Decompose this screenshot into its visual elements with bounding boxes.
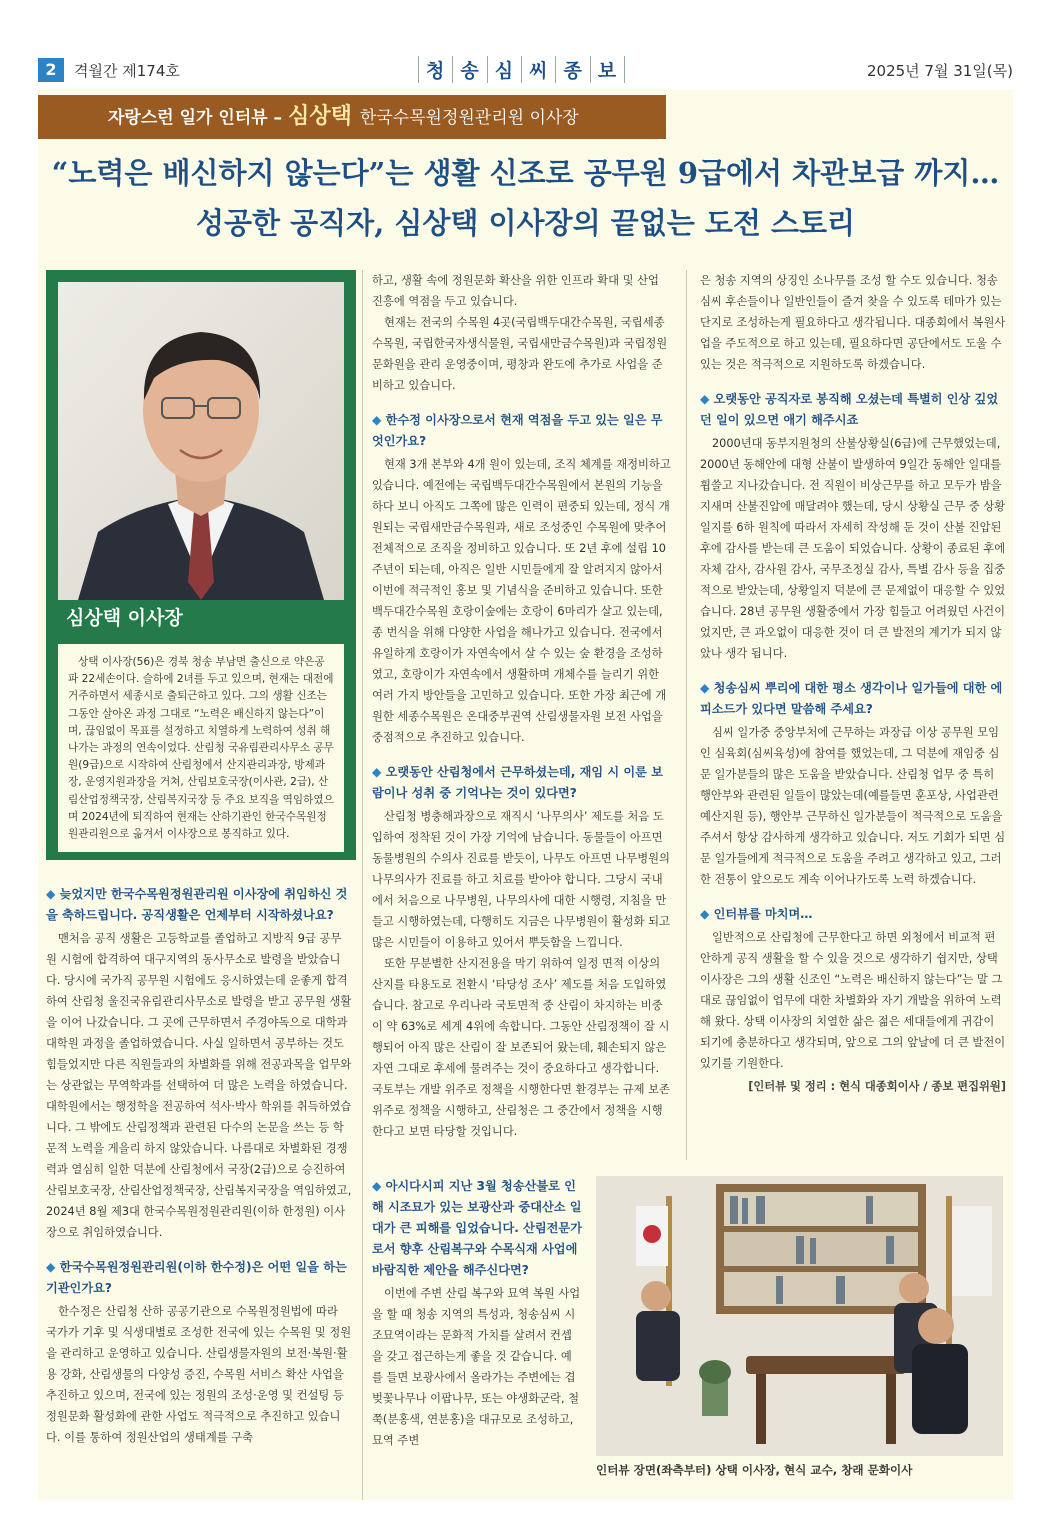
diamond-icon: ◆ xyxy=(700,681,714,695)
section-banner xyxy=(38,95,666,139)
portrait-photo xyxy=(58,282,344,600)
column-divider xyxy=(686,270,687,1160)
question-heading: 인터뷰를 마치며… xyxy=(713,907,813,921)
diamond-icon: ◆ xyxy=(46,1260,60,1274)
masthead-char: 청 xyxy=(418,56,453,83)
article-column-3 xyxy=(700,270,1006,1097)
diamond-icon: ◆ xyxy=(372,1179,386,1193)
answer-paragraph: 또한 무분별한 산지전용을 막기 위하여 일정 면적 이상의 산지를 타용도로 전환시 ‘타당성 조사’ 제도를 처음 도입하였습니다. 참고로 우리나라 국토면적 중 산림이 차지하는 비중이 약 63%로 세계 4위에 속합니다. 그동안 산림정책이 잘 시행되어 아직 많은 산림이 잘 보존되어 왔는데, 훼손되지 않은 자연 그대로 후세에 물려주는 것이 중요하다고 생각합니다. 국토부는 개발 위주로 정책을 시행한다면 환경부는 규제 보존 위주로 정책을 시행하고, 산림청은 그 중간에서 정책을 시행한다고 보면 타당할 것입니다. xyxy=(372,957,670,1138)
question-heading: 오랫동안 산림청에서 근무하셨는데, 재임 시 이룬 보람이나 성취 중 기억나는 것이 있다면? xyxy=(372,765,663,800)
interview-credit: [인터뷰 및 정리 : 현식 대종회이사 / 종보 편집위원] xyxy=(748,1080,1006,1093)
diamond-icon: ◆ xyxy=(46,887,60,901)
profile-name: 심상택 이사장 xyxy=(66,607,183,629)
photo-caption: 인터뷰 장면(좌측부터) 상택 이사장, 현식 교수, 창래 문화이사 xyxy=(596,1463,913,1477)
diamond-icon: ◆ xyxy=(700,907,714,921)
answer-paragraph: 이번에 주변 산림 복구와 묘역 복원 사업을 할 때 청송 지역의 특성과, 청송심씨 시조묘역이라는 문화적 가치를 살려서 컨셉을 갖고 접근하는게 좋을 것 같습니다. 예를 들면 보광사에서 올라가는 주변에는 겹벚꽃나무나 이팝나무, 또는 야생화군락, 철쭉(분홍색, 연분홍)을 대규모로 조성하고, 묘역 주변 xyxy=(372,1287,581,1447)
answer-paragraph: 일반적으로 산림청에 근무한다고 하면 외청에서 비교적 편안하게 공직 생활을 할 수 있을 것으로 생각하기 쉽지만, 상택 이사장은 그의 생활 신조인 “노력은 배신하지 않는다”는 말 그대로 끊임없이 업무에 대한 차별화와 자기 개발을 위하여 노력해 왔다. 상택 이사장의 치열한 삶은 젊은 세대들에게 귀감이 되기에 충분하다고 생각되며, 앞으로 그의 앞날에 더 큰 발전이 있기를 기원한다. xyxy=(700,931,1006,1070)
question-heading: 늦었지만 한국수목원정원관리원 이사장에 취임하신 것을 축하드립니다. 공직생활은 언제부터 시작하셨나요? xyxy=(46,887,348,922)
masthead-char: 종 xyxy=(556,56,590,83)
question-heading: 한수정 이사장으로서 현재 역점을 두고 있는 일은 무엇인가요? xyxy=(372,413,663,448)
page-number: 2 xyxy=(38,58,64,82)
masthead-char: 심 xyxy=(488,56,522,83)
answer-paragraph: 심씨 일가중 중앙부처에 근무하는 과장급 이상 공무원 모임인 심육회(심씨육성)에 참여를 했었는데, 그 덕분에 재임중 심문 일가분들의 많은 도움을 받았습니다. 산림청 업무 중 특히 행안부와 관련된 일들이 많았는데(예를들면 훈포상, 사업관련 예산지원 등), 행안부 근무하신 일가분들이 적극적으로 도움을 주셔서 항상 감사하게 생각하고 있습니다. 저도 기회가 되면 심문 일가들에게 적극적으로 도움을 주려고 생각하고 있고, 그러한 전통이 앞으로도 계속 이어나가도록 노력 하겠습니다. xyxy=(700,726,1006,886)
masthead xyxy=(418,56,625,83)
column-divider xyxy=(362,270,363,1500)
diamond-icon: ◆ xyxy=(700,392,714,406)
page-header xyxy=(38,54,1013,84)
headline xyxy=(38,142,1013,248)
answer-paragraph: 현재는 전국의 수목원 4곳(국립백두대간수목원, 국립세종수목원, 국립한국자생식물원, 국립새만금수목원)과 국립정원문화원을 관리 운영중이며, 평창과 완도에 추가로 사업을 준비하고 있습니다. xyxy=(372,316,668,392)
issue-number: 격월간 제174호 xyxy=(74,62,180,80)
article-column-2 xyxy=(372,270,672,1142)
answer-paragraph: 맨처음 공직 생활은 고등학교를 졸업하고 지방직 9급 공무원 시험에 합격하여 대구지역의 동사무소로 발령을 받았습니다. 당시에 국가직 공무원 시험에도 응시하였는데 운좋게 합격하여 산림청 울진국유림관리사무소로 발령을 받고 공무원 생활을 이어 나갔습니다. 그 곳에 근무하면서 주경야독으로 대학과 대학원 과정을 졸업하였습니다. 사실 일하면서 공부하는 것도 힘들었지만 다른 직원들과의 차별화를 위해 전공과목을 업무와는 상관없는 무역학과를 선택하여 더 많은 노력을 하였습니다. 대학원에서는 행정학을 전공하여 석사·박사 학위를 취득하였습니다. 그 밖에도 산림정책과 관련된 다수의 논문을 쓰는 등 학문적 노력을 게을리 하지 않았습니다. 나름대로 차별화된 경쟁력과 열심히 일한 덕분에 산림청에서 국장(2급)으로 승진하여 산림보호국장, 산림산업정책국장, 산림복지국장을 역임하였고, 2024년 8월 제3대 한국수목원정원관리원(이하 한정원) 이사장으로 취임하였습니다. xyxy=(46,932,352,1239)
answer-paragraph: 한수정은 산림청 산하 공공기관으로 수목원정원법에 따라 국가가 기후 및 식생대별로 조성한 전국에 있는 수목원 및 정원을 관리하고 운영하고 있습니다. 산림생물자원의 보전·복원·활용 강화, 산림생물의 다양성 증진, 수목원 서비스 확산 사업을 추진하고 있으며, 전국에 있는 정원의 조성·운영 및 컨설팅 등 정원문화 활성화에 관한 사업도 적극적으로 추진하고 있습니다. 이를 통하여 정원산업의 생태계를 구축 xyxy=(46,1305,352,1444)
article-column-2-bottom xyxy=(372,1176,582,1451)
banner-role: 한국수목원정원관리원 이사장 xyxy=(359,108,579,128)
article-column-1 xyxy=(46,884,352,1448)
answer-paragraph: 현재 3개 본부와 4개 원이 있는데, 조직 체계를 재정비하고 있습니다. 예전에는 국립백두대간수목원에서 본원의 기능을 하다 보니 아직도 그쪽에 많은 인력이 편중되 있는데, 정식 개원되는 국립새만금수목원과, 새로 조성중인 수목원에 맞추어 전체적으로 조직을 정비하고 있습니다. 또 2년 후에 설립 10주년이 되는데, 아직은 일반 시민들에게 잘 알려지지 않아서 이번에 적극적인 홍보 및 기념식을 준비하고 있습니다. 또한 백두대간수목원 호랑이숲에는 호랑이 6마리가 살고 있는데, 종 번식을 위해 다양한 사업을 해나가고 있습니다. 전국에서 유일하게 호랑이가 자연속에서 살 수 있는 숲 환경을 조성하였고, 호랑이가 자연속에서 생활하며 개체수를 늘리기 위한 여러 가지 방안들을 고민하고 있습니다. 또한 가장 최근에 개원한 세종수목원은 온대중부권역 산림생물자원 보전 사업을 중점적으로 추진하고 있습니다. xyxy=(372,458,671,744)
profile-box xyxy=(46,270,356,860)
answer-paragraph: 은 청송 지역의 상징인 소나무를 조성 할 수도 있습니다. 청송심씨 후손들이나 일반인들이 즐겨 찾을 수 있도록 테마가 있는 단지로 조성하는게 필요하다고 생각됩니다. 대종회에서 복원사업을 주도적으로 하고 있는데, 필요하다면 공단에서도 도울 수 있는 것은 적극적으로 지원하도록 하겠습니다. xyxy=(700,274,1006,371)
masthead-char: 송 xyxy=(453,56,487,83)
meeting-photo xyxy=(596,1176,1003,1456)
answer-paragraph: 하고, 생활 속에 정원문화 확산을 위한 인프라 확대 및 산업 진흥에 역점을 두고 있습니다. xyxy=(372,274,659,308)
masthead-char: 보 xyxy=(591,56,625,83)
question-heading: 아시다시피 지난 3월 청송산불로 인해 시조묘가 있는 보광산과 중대산소 일대가 큰 피해를 입었습니다. 산림전문가로서 향후 산림복구와 수목식재 사업에 바람직한 제안을 해주신다면? xyxy=(372,1179,582,1277)
question-heading: 청송심씨 뿌리에 대한 평소 생각이나 일가들에 대한 에피소드가 있다면 말씀해 주세요? xyxy=(700,681,1003,716)
profile-bio: 상택 이사장(56)은 경북 청송 부남면 출신으로 약은공파 22세손이다. 슬하에 2녀를 두고 있으며, 현재는 대전에 거주하면서 세종시로 출퇴근하고 있다. 그의 생활 신조는 그동안 살아온 과정 그대로 “노력은 배신하지 않는다”이며, 끊임없이 목표를 설정하고 치열하게 노력하여 성취 해나가는 과정의 연속이었다. 산림청 국유림관리사무소 공무원(9급)으로 시작하여 산림청에서 산지관리과장, 방제과장, 운영지원과장을 거쳐, 산림보호국장(이사관, 2급), 산림산업정책국장, 산림복지국장 등 주요 보직을 역임하였으며 2024년에 퇴직하여 현재는 산하기관인 한국수목원정원관리원으로 옮겨서 이사장으로 봉직하고 있다. xyxy=(58,644,344,852)
question-heading: 오랫동안 공직자로 봉직해 오셨는데 특별히 인상 깊었던 일이 있으면 애기 해주시죠 xyxy=(700,392,999,427)
diamond-icon: ◆ xyxy=(372,765,386,779)
banner-name: 심상택 xyxy=(288,104,352,129)
headline-line-2: 성공한 공직자, 심상택 이사장의 끝없는 도전 스토리 xyxy=(196,206,855,240)
headline-line-1: “노력은 배신하지 않는다”는 생활 신조로 공무원 9급에서 차관보급 까지… xyxy=(51,156,1000,190)
answer-paragraph: 2000년대 동부지원청의 산불상황실(6급)에 근무했었는데, 2000년 동해안에 대형 산불이 발생하여 9일간 동해안 일대를 휩쓸고 지나갔습니다. 전 직원이 비상근무를 하고 모두가 밤을 지새며 산불진압에 매달려야 했는데, 당시 상황실 근무 중 상황 일지를 6하 원칙에 따라서 자세히 작성해 둔 것이 산불 진압된 후에 감사를 받는데 큰 도움이 되었습니다. 상황이 종료된 후에 자체 감사, 감사원 감사, 국무조정실 감사, 특별 감사 등을 집중적으로 받았는데, 상황일지 덕분에 큰 문제없이 대응할 수 있었습니다. 28년 공무원 생활중에서 가장 힘들고 어려웠던 사건이었지만, 큰 과오없이 대응한 것이 더 큰 발전의 계기가 되지 않았나 생각 됩니다. xyxy=(700,437,1006,660)
question-heading: 한국수목원정원관리원(이하 한수정)은 어떤 일을 하는 기관인가요? xyxy=(46,1260,347,1295)
answer-paragraph: 산림청 병충해과장으로 재직시 ‘나무의사’ 제도를 처음 도입하여 정착된 것이 가장 기억에 남습니다. 동물들이 아프면 동물병원의 수의사 진료를 받듯이, 나무도 아프면 나무병원의 나무의사가 진료를 하고 치료를 받아야 합니다. 그당시 국내에서 처음으로 나무병원, 나무의사에 대한 시행령, 지침을 만들고 시행하였는데, 다행히도 지금은 나무병원이 활성화 되고 많은 시민들이 이용하고 있어서 뿌듯함을 느낍니다. xyxy=(372,810,670,949)
masthead-char: 씨 xyxy=(522,56,556,83)
diamond-icon: ◆ xyxy=(372,413,386,427)
issue-date: 2025년 7월 31일(목) xyxy=(866,62,1013,80)
banner-series: 자랑스런 일가 인터뷰 – xyxy=(108,108,283,128)
